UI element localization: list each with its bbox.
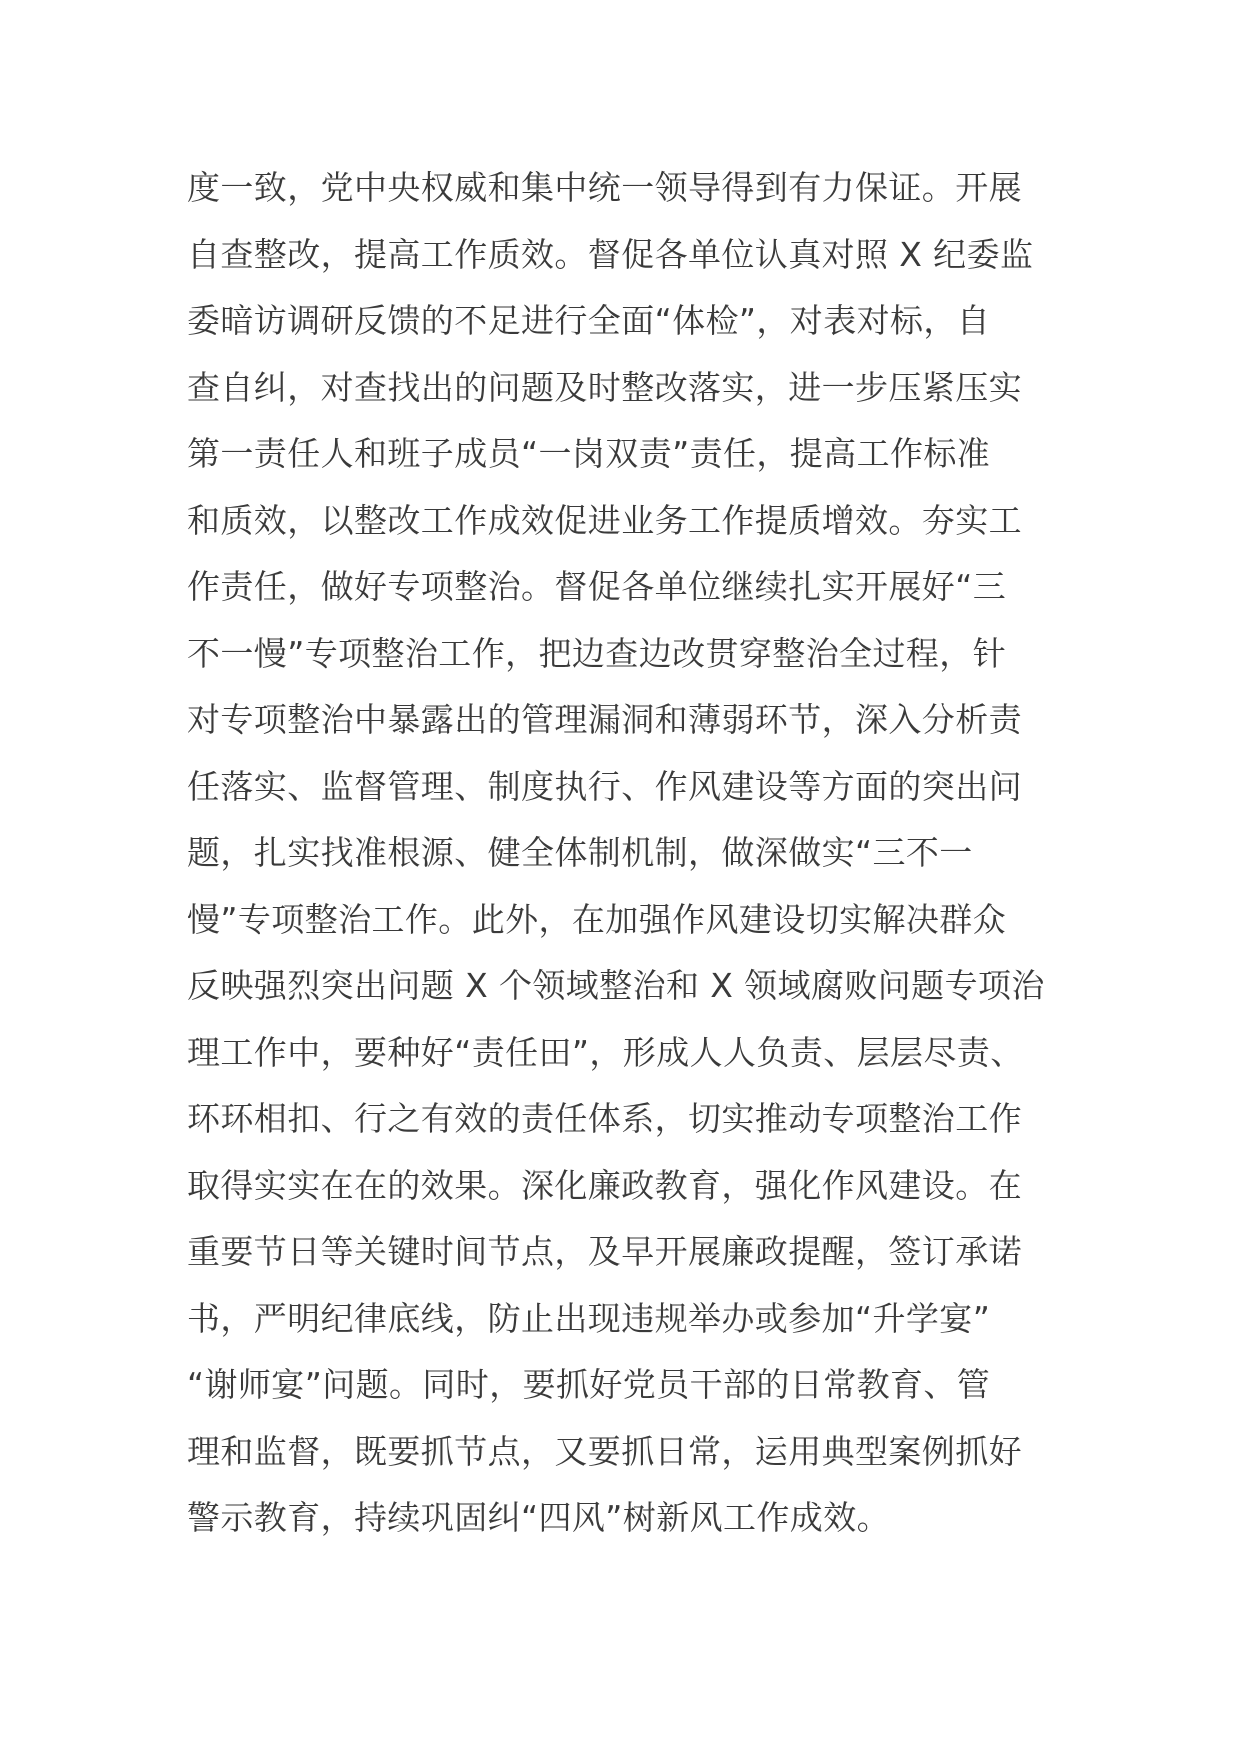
text-line: 任落实、监督管理、制度执行、作风建设等方面的突出问 xyxy=(187,766,1022,806)
text-line: 重要节日等关键时间节点，及早开展廉政提醒，签订承诺 xyxy=(187,1232,1022,1271)
text-line: 书，严明纪律底线，防止出现违规举办或参加“升学宴” xyxy=(187,1298,991,1338)
text-line: 不一慢”专项整治工作，把边查边改贯穿整治全过程，针 xyxy=(187,633,1007,673)
text-line: 理和监督，既要抓节点，又要抓日常，运用典型案例抓好 xyxy=(187,1431,1022,1471)
body-paragraph xyxy=(187,155,1067,1552)
text-line: 和质效，以整改工作成效促进业务工作提质增效。夯实工 xyxy=(187,500,1022,540)
text-line: 作责任，做好专项整治。督促各单位继续扎实开展好“三 xyxy=(187,567,1007,606)
text-line: 查自纠，对查找出的问题及时整改落实，进一步压紧压实 xyxy=(187,367,1022,407)
text-line: 警示教育，持续巩固纠“四风”树新风工作成效。 xyxy=(187,1498,890,1537)
text-line: 度一致，党中央权威和集中统一领导得到有力保证。开展 xyxy=(187,168,1022,207)
text-line: 委暗访调研反馈的不足进行全面“体检”，对表对标，自 xyxy=(187,301,991,340)
text-line: 对专项整治中暴露出的管理漏洞和薄弱环节，深入分析责 xyxy=(187,700,1022,739)
text-line: 题，扎实找准根源、健全体制机制，做深做实“三不一 xyxy=(187,833,973,872)
text-line: 取得实实在在的效果。深化廉政教育，强化作风建设。在 xyxy=(187,1165,1022,1205)
text-line: 理工作中，要种好“责任田”，形成人人负责、层层尽责、 xyxy=(187,1032,1024,1072)
text-line: 环环相扣、行之有效的责任体系，切实推动专项整治工作 xyxy=(187,1099,1022,1138)
text-line: 第一责任人和班子成员“一岗双责”责任，提高工作标准 xyxy=(187,434,991,473)
text-line: 慢”专项整治工作。此外，在加强作风建设切实解决群众 xyxy=(187,899,1007,939)
text-line: “谢师宴”问题。同时，要抓好党员干部的日常教育、管 xyxy=(187,1365,991,1404)
text-line: 反映强烈突出问题 X 个领域整治和 X 领域腐败问题专项治 xyxy=(187,966,1045,1005)
text-line: 自查整改，提高工作质效。督促各单位认真对照 X 纪委监 xyxy=(187,234,1034,274)
